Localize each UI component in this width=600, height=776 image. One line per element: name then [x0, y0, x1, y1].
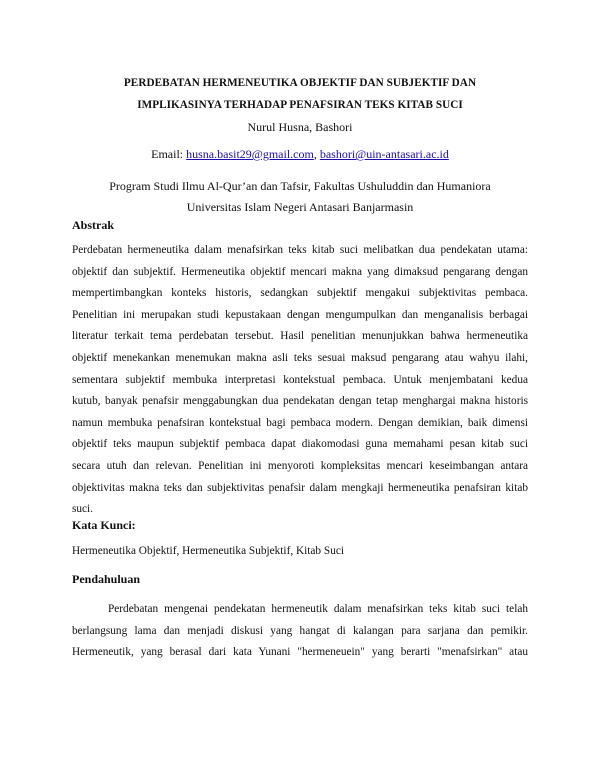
email-separator: ,: [313, 147, 320, 161]
abstract-line: suci.: [72, 503, 94, 516]
keywords-text: Hermeneutika Objektif, Hermeneutika Subjektif, Kitab Suci: [72, 545, 344, 557]
title-line: PERDEBATAN HERMENEUTIKA OBJEKTIF DAN SUBJEKTIF DAN: [123, 77, 477, 89]
abstract-line: Perdebatan hermeneutika dalam menafsirkan teks kitab suci melibatkan dua pendekatan utama:: [72, 244, 528, 256]
paper-title: [72, 72, 528, 116]
abstract-line: namun membuka penafsiran kontekstual bagi pembaca modern. Dengan demikian, baik dimensi: [72, 416, 528, 429]
introduction-line: berlangsung lama dan menjadi diskusi yang hangat di kalangan para sarjana dan pemikir.: [72, 624, 528, 637]
keywords-heading: Kata Kunci:: [72, 518, 136, 532]
abstract-line: objektif dan subjektif. Hermeneutika objektif mencari makna yang dimaksud pengarang dengan: [72, 265, 528, 278]
abstract-line: mempertimbangkan konteks historis, sedangkan subjektif mengakui subjektivitas pembaca.: [72, 287, 528, 300]
abstract-body: [72, 240, 528, 521]
affiliation-line: Program Studi Ilmu Al-Qur’an dan Tafsir, Fakultas Ushuluddin dan Humaniora: [109, 179, 491, 193]
introduction-heading: Pendahuluan: [72, 572, 141, 586]
abstract-line: objektivitas makna teks dan subjektivitas penafsir dalam mengkaji hermeneutika penafsiran kitab: [72, 481, 528, 494]
abstract-line: objektif teks maupun subjektif pembaca dapat diakomodasi guna memahami pesan kitab suci: [72, 438, 528, 451]
abstract-line: sementara subjektif membuka interpretasi kontekstual pembaca. Untuk menjembatani kedua: [72, 373, 528, 386]
email-link-bashori[interactable]: bashori@uin-antasari.ac.id: [319, 147, 449, 161]
abstract-heading: Abstrak: [72, 218, 115, 232]
email-link-husna[interactable]: husna.basit29@gmail.com: [186, 147, 314, 161]
abstract-line: literatur terkait tema perdebatan tersebut. Hasil penelitian menunjukkan bahwa hermeneutika: [72, 330, 528, 343]
introduction-line: Perdebatan mengenai pendekatan hermeneutik dalam menafsirkan teks kitab suci telah: [108, 603, 528, 615]
affiliation-line: Universitas Islam Negeri Antasari Banjarmasin: [186, 200, 414, 214]
affiliation: [72, 176, 528, 218]
email-line: [72, 147, 528, 161]
introduction-body: [72, 598, 528, 663]
title-line: IMPLIKASINYA TERHADAP PENAFSIRAN TEKS KITAB SUCI: [137, 99, 463, 111]
introduction-line: Hermeneutik, yang berasal dari kata Yunani "hermeneuein" yang berarti "menafsirkan" atau: [72, 646, 528, 659]
email-label: Email:: [151, 147, 187, 161]
abstract-line: kutub, banyak penafsir menggabungkan dua pendekatan dengan tetap menghargai makna historis: [72, 395, 528, 408]
author-names: Nurul Husna, Bashori: [247, 120, 353, 134]
abstract-line: secara utuh dan relevan. Penelitian ini menyoroti kompleksitas mencari keseimbangan antara: [72, 459, 528, 472]
abstract-line: Penelitian ini merupakan studi kepustakaan dengan mengumpulkan dan menganalisis berbagai: [72, 308, 528, 321]
abstract-line: objektif menekankan menemukan makna asli teks sesuai maksud pengarang atau wahyu ilahi,: [72, 351, 528, 364]
